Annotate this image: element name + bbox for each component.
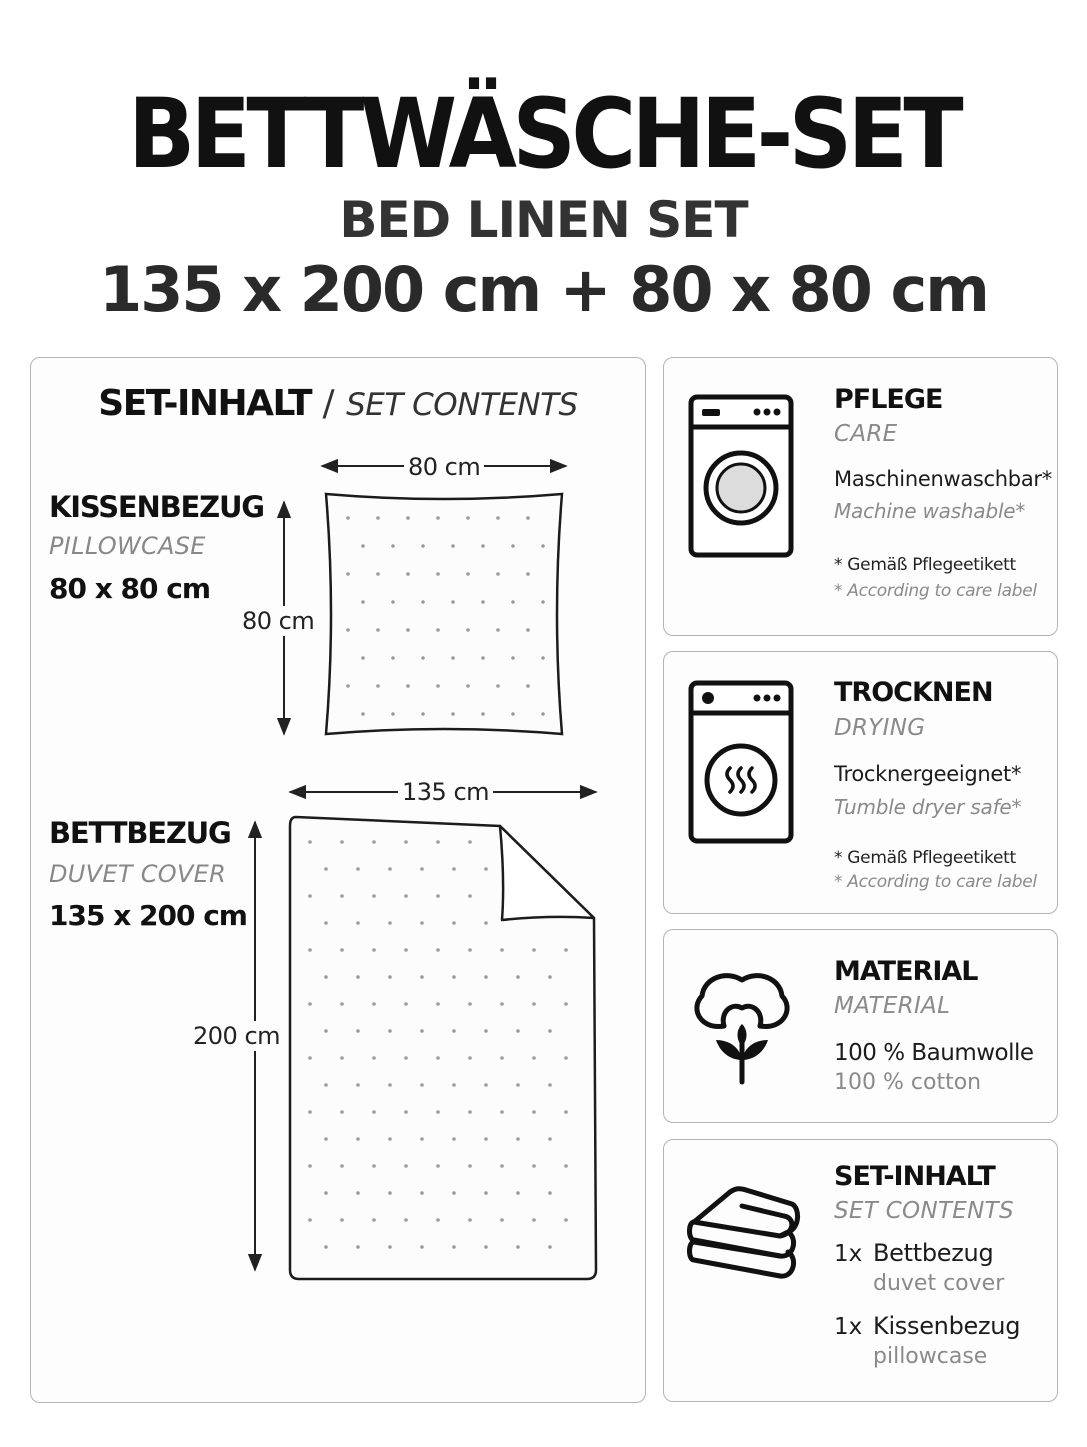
pattern-dot xyxy=(511,600,515,604)
pattern-dot xyxy=(356,1137,360,1141)
pillowcase-label-de: KISSENBEZUG xyxy=(49,490,264,524)
pattern-dot xyxy=(541,544,545,548)
pattern-dot xyxy=(324,1083,328,1087)
pattern-dot xyxy=(548,1191,552,1195)
pattern-dot xyxy=(308,1002,312,1006)
material-text-en: 100 % cotton xyxy=(834,1070,982,1095)
pattern-dot xyxy=(372,1056,376,1060)
pattern-dot xyxy=(436,948,440,952)
contents-item-name-en: duvet cover xyxy=(873,1271,1005,1296)
contents-item-name-de: Kissenbezug xyxy=(873,1312,1021,1340)
pattern-dot xyxy=(532,1218,536,1222)
pattern-dot xyxy=(406,628,410,632)
pattern-dot xyxy=(376,684,380,688)
pattern-dot xyxy=(404,1002,408,1006)
pattern-dot xyxy=(376,628,380,632)
pattern-dot xyxy=(372,1164,376,1168)
pattern-dot xyxy=(452,975,456,979)
pattern-dot xyxy=(308,1110,312,1114)
pattern-dot xyxy=(391,656,395,660)
pattern-dot xyxy=(436,840,440,844)
pattern-dot xyxy=(484,975,488,979)
pattern-dot xyxy=(500,1218,504,1222)
pattern-dot xyxy=(372,840,376,844)
pattern-dot xyxy=(404,840,408,844)
pattern-dot xyxy=(388,975,392,979)
pattern-dot xyxy=(484,1083,488,1087)
duvet-label-en: DUVET COVER xyxy=(49,860,227,888)
pattern-dot xyxy=(500,1110,504,1114)
folded-linen-icon xyxy=(684,1184,802,1284)
pattern-dot xyxy=(564,1002,568,1006)
pattern-dot xyxy=(516,1191,520,1195)
pattern-dot xyxy=(468,1002,472,1006)
pattern-dot xyxy=(324,921,328,925)
pattern-dot xyxy=(391,712,395,716)
pattern-dot xyxy=(484,1191,488,1195)
pattern-dot xyxy=(308,1218,312,1222)
pattern-dot xyxy=(406,684,410,688)
duvet-label-de: BETTBEZUG xyxy=(49,816,231,850)
pattern-dot xyxy=(484,1137,488,1141)
pattern-dot xyxy=(526,684,530,688)
pattern-dot xyxy=(500,1002,504,1006)
pattern-dot xyxy=(452,1245,456,1249)
page-subtitle: BED LINEN SET xyxy=(339,191,748,249)
pattern-dot xyxy=(484,921,488,925)
pattern-dot xyxy=(356,867,360,871)
pattern-dot xyxy=(308,840,312,844)
pattern-dot xyxy=(421,544,425,548)
pattern-dot xyxy=(468,1110,472,1114)
pattern-dot xyxy=(356,1083,360,1087)
material-text-de: 100 % Baumwolle xyxy=(834,1040,1034,1066)
pattern-dot xyxy=(308,1056,312,1060)
pattern-dot xyxy=(541,600,545,604)
pattern-dot xyxy=(496,628,500,632)
pattern-dot xyxy=(532,948,536,952)
pattern-dot xyxy=(340,1110,344,1114)
pattern-dot xyxy=(388,1029,392,1033)
duvet-height-label: 200 cm xyxy=(189,1021,284,1051)
drying-subtitle: DRYING xyxy=(834,715,926,741)
pattern-dot xyxy=(481,656,485,660)
pillowcase-diagram xyxy=(326,494,562,734)
pattern-dot xyxy=(466,628,470,632)
material-subtitle: MATERIAL xyxy=(834,993,951,1019)
pattern-dot xyxy=(516,1029,520,1033)
pattern-dot xyxy=(516,1137,520,1141)
pattern-dot xyxy=(452,921,456,925)
pattern-dot xyxy=(511,656,515,660)
pattern-dot xyxy=(406,516,410,520)
pattern-dot xyxy=(516,1083,520,1087)
pattern-dot xyxy=(420,867,424,871)
pattern-dot xyxy=(356,1245,360,1249)
pattern-dot xyxy=(346,684,350,688)
pattern-dot xyxy=(361,544,365,548)
pattern-dot xyxy=(421,712,425,716)
pattern-dot xyxy=(340,1056,344,1060)
pattern-dot xyxy=(481,544,485,548)
pattern-dot xyxy=(421,600,425,604)
contents-item-name-de: Bettbezug xyxy=(873,1239,994,1267)
pattern-dot xyxy=(388,921,392,925)
pattern-dot xyxy=(484,1029,488,1033)
pattern-dot xyxy=(388,1245,392,1249)
pattern-dot xyxy=(436,1110,440,1114)
pattern-dot xyxy=(372,948,376,952)
pattern-dot xyxy=(451,600,455,604)
pattern-dot xyxy=(436,1164,440,1168)
pattern-dot xyxy=(564,1164,568,1168)
page-title: BETTWÄSCHE-SET xyxy=(127,78,960,190)
pattern-dot xyxy=(564,1056,568,1060)
pattern-dot xyxy=(340,894,344,898)
pattern-dot xyxy=(532,1110,536,1114)
drying-note-en: * According to care label xyxy=(834,872,1037,892)
pattern-dot xyxy=(361,600,365,604)
pattern-dot xyxy=(496,572,500,576)
material-title: MATERIAL xyxy=(834,956,978,987)
pattern-dot xyxy=(436,628,440,632)
pattern-dot xyxy=(340,948,344,952)
cotton-flower-icon xyxy=(686,964,798,1086)
pattern-dot xyxy=(308,894,312,898)
pattern-dot xyxy=(481,600,485,604)
pattern-dot xyxy=(564,1218,568,1222)
pattern-dot xyxy=(466,516,470,520)
contents-subtitle: SET CONTENTS xyxy=(834,1198,1014,1224)
pattern-dot xyxy=(372,1002,376,1006)
pattern-dot xyxy=(532,1002,536,1006)
pattern-dot xyxy=(420,1029,424,1033)
pattern-dot xyxy=(468,948,472,952)
drying-title: TROCKNEN xyxy=(834,677,993,708)
care-text-de: Maschinenwaschbar* xyxy=(834,467,1052,491)
pattern-dot xyxy=(452,1029,456,1033)
pattern-dot xyxy=(420,1083,424,1087)
pattern-dot xyxy=(340,1164,344,1168)
pattern-dot xyxy=(361,656,365,660)
pattern-dot xyxy=(451,544,455,548)
pattern-dot xyxy=(526,516,530,520)
pattern-dot xyxy=(376,572,380,576)
pattern-dot xyxy=(376,516,380,520)
pattern-dot xyxy=(356,1029,360,1033)
pattern-dot xyxy=(420,1245,424,1249)
pattern-dot xyxy=(484,867,488,871)
pattern-dot xyxy=(436,1002,440,1006)
heading-separator: / xyxy=(322,383,335,424)
pattern-dot xyxy=(436,1056,440,1060)
pattern-dot xyxy=(388,867,392,871)
pillowcase-size: 80 x 80 cm xyxy=(49,572,211,605)
pattern-dot xyxy=(420,921,424,925)
pattern-dot xyxy=(451,712,455,716)
pillow-width-label: 80 cm xyxy=(404,452,484,482)
pattern-dot xyxy=(526,572,530,576)
drying-note-de: * Gemäß Pflegeetikett xyxy=(834,848,1016,868)
pattern-dot xyxy=(391,544,395,548)
pattern-dot xyxy=(404,948,408,952)
pattern-dot xyxy=(324,975,328,979)
pattern-dot xyxy=(541,656,545,660)
pattern-dot xyxy=(452,1083,456,1087)
pattern-dot xyxy=(420,1137,424,1141)
pattern-dot xyxy=(308,948,312,952)
pattern-dot xyxy=(436,894,440,898)
pattern-dot xyxy=(481,712,485,716)
tumble-dryer-icon xyxy=(688,680,794,844)
set-contents-heading-de: SET-INHALT xyxy=(98,383,312,424)
pattern-dot xyxy=(452,1137,456,1141)
pattern-dot xyxy=(391,600,395,604)
pattern-dot xyxy=(548,1083,552,1087)
pattern-dot xyxy=(548,975,552,979)
pillowcase-label-en: PILLOWCASE xyxy=(49,532,206,560)
pattern-dot xyxy=(496,684,500,688)
pattern-dot xyxy=(346,572,350,576)
pattern-dot xyxy=(516,1245,520,1249)
pattern-dot xyxy=(372,1218,376,1222)
duvet-width-label: 135 cm xyxy=(398,777,493,807)
pattern-dot xyxy=(356,1191,360,1195)
pattern-dot xyxy=(361,712,365,716)
pattern-dot xyxy=(324,1137,328,1141)
pattern-dot xyxy=(468,1056,472,1060)
pattern-dot xyxy=(466,684,470,688)
contents-title: SET-INHALT xyxy=(834,1161,995,1192)
pattern-dot xyxy=(388,1083,392,1087)
pattern-dot xyxy=(496,516,500,520)
pattern-dot xyxy=(346,516,350,520)
pattern-dot xyxy=(372,1110,376,1114)
pattern-dot xyxy=(500,1056,504,1060)
pattern-dot xyxy=(356,921,360,925)
pattern-dot xyxy=(468,1164,472,1168)
contents-item-qty: 1x xyxy=(834,1314,863,1340)
pattern-dot xyxy=(406,572,410,576)
pattern-dot xyxy=(468,1218,472,1222)
pattern-dot xyxy=(404,1056,408,1060)
pattern-dot xyxy=(404,1110,408,1114)
pattern-dot xyxy=(526,628,530,632)
contents-item-name-en: pillowcase xyxy=(873,1344,988,1369)
pattern-dot xyxy=(541,712,545,716)
pattern-dot xyxy=(421,656,425,660)
pattern-dot xyxy=(420,975,424,979)
pattern-dot xyxy=(451,656,455,660)
care-subtitle: CARE xyxy=(834,421,898,447)
pattern-dot xyxy=(548,1029,552,1033)
pattern-dot xyxy=(436,572,440,576)
pattern-dot xyxy=(340,1218,344,1222)
pattern-dot xyxy=(468,894,472,898)
pattern-dot xyxy=(404,894,408,898)
pattern-dot xyxy=(388,1137,392,1141)
pattern-dot xyxy=(468,840,472,844)
product-dimensions: 135 x 200 cm + 80 x 80 cm xyxy=(99,253,988,326)
pattern-dot xyxy=(340,1002,344,1006)
pattern-dot xyxy=(484,1245,488,1249)
pattern-dot xyxy=(324,1191,328,1195)
drying-text-en: Tumble dryer safe* xyxy=(834,795,1022,819)
pattern-dot xyxy=(452,867,456,871)
pattern-dot xyxy=(436,684,440,688)
care-note-de: * Gemäß Pflegeetikett xyxy=(834,555,1016,575)
pattern-dot xyxy=(548,1245,552,1249)
pattern-dot xyxy=(404,1218,408,1222)
duvet-size: 135 x 200 cm xyxy=(49,899,247,932)
duvet-folded-corner xyxy=(500,826,594,920)
pattern-dot xyxy=(420,1191,424,1195)
pattern-dot xyxy=(500,948,504,952)
contents-item-qty: 1x xyxy=(834,1241,863,1267)
pattern-dot xyxy=(564,1110,568,1114)
pattern-dot xyxy=(346,628,350,632)
washing-machine-icon xyxy=(688,394,794,558)
pillow-height-label: 80 cm xyxy=(238,606,318,636)
pattern-dot xyxy=(436,516,440,520)
pattern-dot xyxy=(340,840,344,844)
pattern-dot xyxy=(324,867,328,871)
pattern-dot xyxy=(324,1245,328,1249)
pattern-dot xyxy=(466,572,470,576)
pattern-dot xyxy=(372,894,376,898)
pattern-dot xyxy=(500,1164,504,1168)
pattern-dot xyxy=(324,1029,328,1033)
pattern-dot xyxy=(532,1056,536,1060)
drying-text-de: Trocknergeeignet* xyxy=(834,762,1022,786)
pattern-dot xyxy=(452,1191,456,1195)
pattern-dot xyxy=(436,1218,440,1222)
care-title: PFLEGE xyxy=(834,384,943,415)
pattern-dot xyxy=(308,1164,312,1168)
pattern-dot xyxy=(511,544,515,548)
pattern-dot xyxy=(511,712,515,716)
pattern-dot xyxy=(516,975,520,979)
care-note-en: * According to care label xyxy=(834,581,1037,601)
pattern-dot xyxy=(356,975,360,979)
pattern-dot xyxy=(404,1164,408,1168)
pattern-dot xyxy=(388,1191,392,1195)
pattern-dot xyxy=(564,948,568,952)
set-contents-heading-en: SET CONTENTS xyxy=(346,387,578,423)
pattern-dot xyxy=(548,1137,552,1141)
care-text-en: Machine washable* xyxy=(834,499,1026,523)
pattern-dot xyxy=(532,1164,536,1168)
